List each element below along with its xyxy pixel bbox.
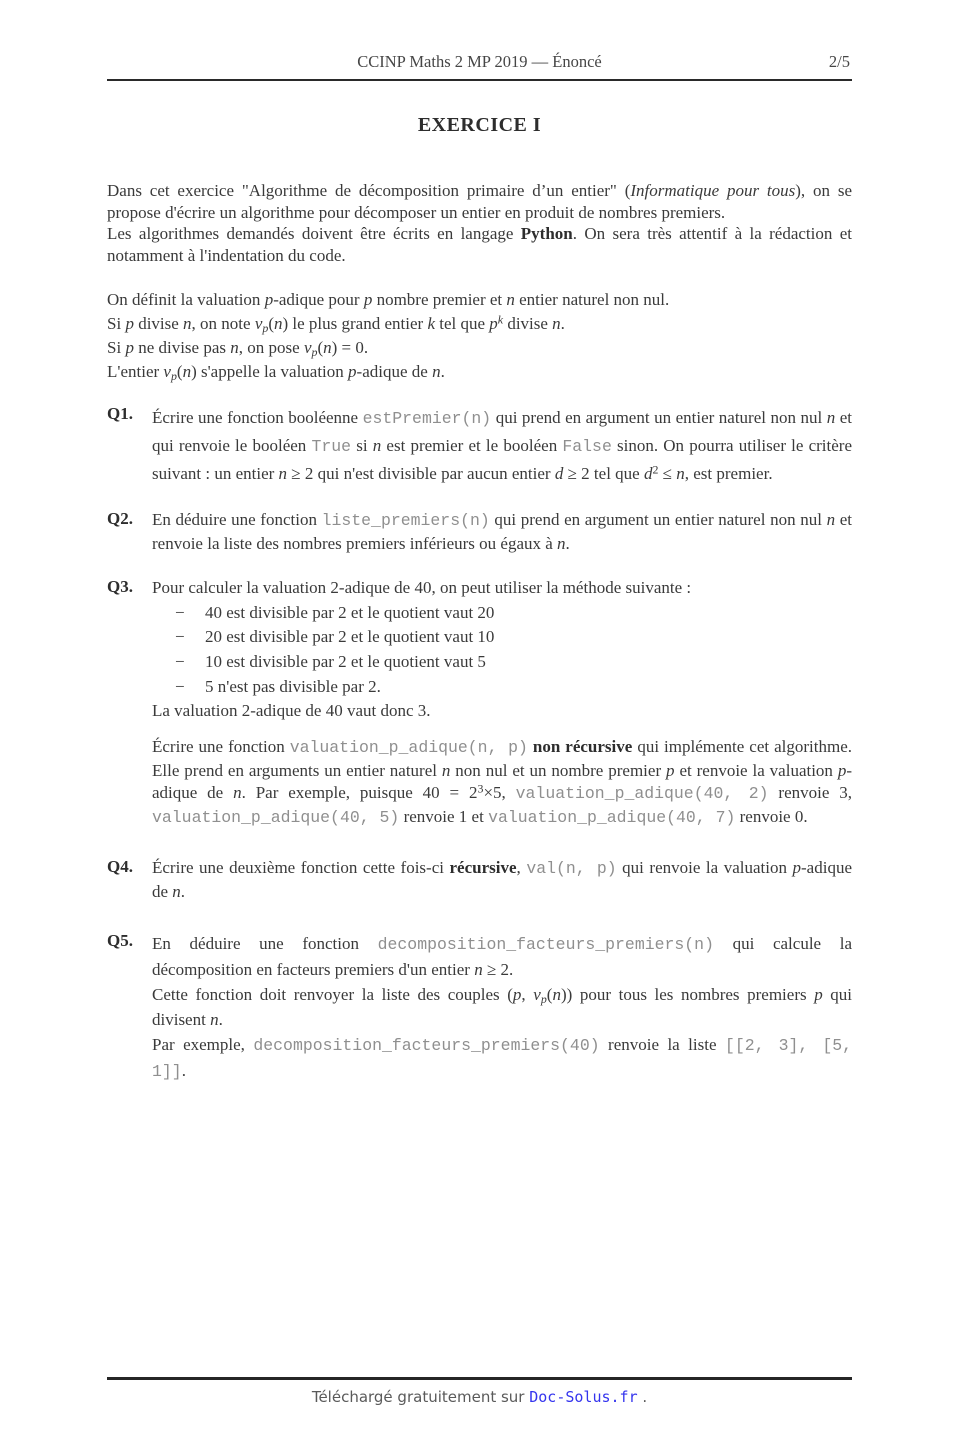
text-run: estPremier(n)	[362, 409, 492, 428]
text-run: .	[181, 1061, 186, 1081]
question-label: Q5.	[107, 931, 133, 951]
dash-bullet: −	[175, 627, 185, 647]
text-run: v	[303, 338, 312, 357]
dash-bullet: −	[175, 602, 185, 622]
text-run: En déduire une fonction	[152, 510, 322, 529]
text-run: renvoie la liste	[599, 1035, 725, 1055]
text-run: p	[170, 368, 177, 383]
text-run: ≥ 2.	[482, 960, 514, 980]
text-run: p	[264, 290, 274, 309]
text-run: qui calcule la décomposition en facteurs premiers d'un entier	[152, 934, 853, 980]
text-run: 5 n'est pas divisible par 2.	[205, 676, 381, 696]
text-run: non récursive	[532, 737, 633, 757]
text-run: renvoie 1 et	[399, 806, 489, 826]
question-q2	[107, 509, 852, 555]
text-run: Cette fonction doit renvoyer la liste des couples (	[152, 985, 513, 1005]
q3-function-paragraph	[152, 736, 852, 829]
text-run: p	[512, 985, 522, 1005]
text-run: n	[233, 783, 242, 803]
text-run: valuation_p_adique(40, 2)	[515, 784, 769, 804]
text-run: d	[643, 464, 653, 483]
text-run: n	[826, 408, 836, 427]
text-run: v	[163, 362, 171, 381]
text-run: p	[540, 992, 547, 1007]
text-run: (	[268, 314, 274, 333]
text-run: p	[814, 985, 823, 1005]
dash-bullet: −	[175, 652, 185, 672]
text-run: ×5,	[483, 783, 516, 803]
text-run: Écrire une fonction booléenne	[152, 408, 363, 427]
text-run: tel que	[434, 314, 490, 333]
text-run: ,	[516, 858, 527, 878]
q5-block-1	[152, 931, 852, 982]
text-run: récursive	[449, 858, 517, 878]
list-item	[152, 675, 852, 700]
text-run: . Par exemple, puisque 40 = 2	[241, 783, 478, 803]
text-run: Les algorithmes demandés doivent être écrits en langage	[107, 224, 521, 243]
text-run: n	[182, 362, 192, 381]
text-run: n	[474, 960, 483, 980]
text-run: -adique pour	[273, 290, 364, 309]
text-run: renvoie 0.	[735, 806, 808, 826]
text-run: n	[826, 510, 836, 529]
text-run: n	[676, 464, 685, 483]
text-run: si	[351, 436, 373, 455]
text-run: nombre premier et	[372, 290, 507, 309]
text-run: et qui renvoie le booléen	[152, 408, 852, 455]
text-run: , on note	[191, 314, 255, 333]
question-label: Q3.	[107, 577, 133, 596]
text-run: (	[317, 338, 324, 357]
text-run: n	[552, 985, 561, 1005]
text-run: n	[183, 314, 192, 333]
dash-bullet: −	[175, 676, 185, 696]
text-run: ) = 0.	[331, 338, 369, 357]
text-run: [[2, 3], [5, 1]]	[152, 1036, 852, 1082]
text-run: p	[489, 314, 498, 333]
text-run: -adique de	[152, 858, 852, 901]
text-run: qui implémente cet algorithme. Elle prend en arguments un entier naturel	[152, 737, 853, 780]
question-body	[152, 931, 852, 1084]
text-run: .	[560, 314, 565, 333]
question-label: Q1.	[107, 404, 133, 423]
text-run: p	[348, 362, 357, 381]
text-run: sinon. On pourra utiliser le critère suivant : un entier	[152, 436, 852, 483]
footer-rule	[107, 1377, 852, 1380]
footer-prefix: Téléchargé gratuitement sur	[311, 1388, 530, 1406]
text-run: p	[125, 314, 134, 333]
text-run: n	[172, 881, 181, 901]
valuation-line	[107, 288, 852, 312]
text-run: (	[176, 362, 183, 381]
question-body	[152, 857, 852, 903]
header-title: CCINP Maths 2 MP 2019 — Énoncé	[357, 52, 602, 71]
text-run: Par exemple,	[152, 1035, 254, 1055]
text-run: .	[180, 881, 186, 901]
text-run: Dans cet exercice "Algorithme de décomposition primaire d’un entier" (	[107, 181, 631, 200]
text-run: On définit la valuation	[107, 290, 265, 309]
valuation-line	[107, 312, 852, 336]
text-run: k	[427, 314, 435, 333]
text-run: v	[533, 985, 541, 1005]
exercise-title: EXERCICE I	[417, 114, 542, 136]
text-run: Informatique pour tous	[630, 181, 796, 200]
page-number: 2/5	[828, 52, 850, 71]
text-run: et renvoie la liste des nombres premiers inférieurs ou égaux à	[152, 510, 852, 553]
text-run: 20 est divisible par 2 et le quotient vaut 10	[205, 627, 495, 647]
text-run: n	[372, 436, 382, 455]
text-run: et renvoie la valuation	[674, 760, 838, 780]
text-run: n	[441, 760, 451, 780]
list-item-text	[205, 677, 381, 696]
text-run: ≤	[658, 464, 677, 483]
text-run: entier naturel non nul.	[514, 290, 670, 309]
text-run: . On sera très attentif à la rédaction et notamment à l'indentation du code.	[107, 224, 852, 265]
text-run: 40 est divisible par 2 et le quotient vaut 20	[205, 602, 495, 622]
text-run: qui renvoie la valuation	[616, 858, 793, 878]
question-q5	[107, 931, 852, 1084]
text-run: n	[557, 533, 566, 553]
list-item	[152, 625, 852, 650]
question-body	[152, 509, 852, 555]
text-run: En déduire une fonction	[152, 934, 378, 954]
text-run: p	[125, 338, 134, 357]
question-q3	[107, 577, 852, 829]
text-run: renvoie 3,	[768, 783, 853, 803]
q3-conclusion	[152, 700, 852, 723]
text-run: d	[554, 464, 564, 483]
text-run: Si	[107, 338, 126, 357]
text-run: 3	[477, 781, 484, 796]
text-run: .	[440, 362, 445, 381]
question-q4	[107, 857, 852, 903]
list-item	[152, 601, 852, 626]
text-run: Écrire une fonction	[152, 737, 290, 757]
valuation-line	[107, 360, 852, 384]
question-label: Q2.	[107, 509, 133, 528]
text-run: p	[666, 760, 675, 780]
question-body	[152, 404, 852, 487]
intro-paragraph-2	[107, 223, 852, 266]
text-run: n	[230, 338, 239, 357]
text-run: ≥ 2 tel que	[563, 464, 644, 483]
text-run: ), on se propose d'écrire un algorithme pour décomposer un entier en produit de nombres premiers.	[107, 181, 852, 222]
text-run: 10 est divisible par 2 et le quotient vaut 5	[205, 652, 486, 672]
doc-solus-link[interactable]: Doc-Solus.fr	[529, 1388, 638, 1406]
text-run: valuation_p_adique(40, 5)	[152, 807, 400, 827]
footer	[107, 1388, 852, 1406]
text-run: val(n, p)	[526, 859, 617, 879]
text-run: Si	[107, 314, 126, 333]
text-run: n	[552, 314, 561, 333]
list-item-text	[205, 603, 494, 622]
text-run: Écrire une deuxième fonction cette fois-ci	[152, 858, 450, 878]
text-run: est premier et le booléen	[381, 436, 563, 455]
text-run: k	[497, 312, 504, 327]
valuation-line	[107, 336, 852, 360]
text-run: n	[432, 362, 441, 381]
text-run: qui prend en argument un entier naturel non nul	[489, 510, 827, 529]
text-run: v	[254, 314, 263, 333]
text-run: False	[562, 437, 612, 456]
page-content	[107, 0, 852, 1084]
text-run: (	[546, 985, 553, 1005]
text-run: True	[311, 437, 352, 456]
q3-steps-list	[152, 601, 852, 700]
text-run: .	[218, 1010, 223, 1030]
text-run: valuation_p_adique(40, 7)	[488, 807, 736, 827]
text-run: -adique de	[356, 362, 433, 381]
text-run: La valuation 2-adique de 40 vaut donc 3.	[152, 700, 431, 720]
text-run: n	[323, 338, 332, 357]
text-run: ) s'appelle la valuation	[191, 362, 349, 381]
page-header	[107, 52, 852, 81]
valuation-definition-section	[107, 288, 852, 384]
text-run: p	[363, 290, 373, 309]
text-run: p	[792, 858, 802, 878]
text-run: n	[506, 290, 515, 309]
text-run: L'entier	[107, 362, 164, 381]
list-item-text	[205, 652, 486, 671]
text-run: , on pose	[238, 338, 304, 357]
text-run: n	[210, 1010, 219, 1030]
text-run: -adique de	[152, 760, 853, 803]
text-run: decomposition_facteurs_premiers(n)	[377, 935, 714, 955]
text-run: liste_premiers(n)	[321, 511, 490, 530]
text-run: decomposition_facteurs_premiers(40)	[253, 1036, 600, 1056]
text-run: ne divise pas	[133, 338, 231, 357]
text-run: non nul et un nombre premier	[450, 760, 667, 780]
text-run: p	[311, 344, 318, 359]
list-item	[152, 650, 852, 675]
question-body	[152, 577, 852, 829]
text-run: n	[274, 314, 283, 333]
text-run: , est premier.	[684, 464, 773, 483]
text-run: p	[262, 320, 269, 335]
text-run: qui prend en argument un entier naturel non nul	[491, 408, 827, 427]
text-run: )) pour tous les nombres premiers	[560, 985, 815, 1005]
text-run: p	[837, 760, 847, 780]
text-run: Python	[520, 224, 573, 243]
q3-method-intro	[152, 577, 852, 600]
footer-suffix: .	[637, 1388, 648, 1406]
text-run: n	[278, 464, 288, 483]
question-label: Q4.	[107, 857, 133, 877]
text-run: 2	[652, 462, 659, 477]
text-run: qui divisent	[152, 985, 852, 1030]
text-run: valuation_p_adique(n, p)	[289, 738, 528, 758]
question-q1	[107, 404, 852, 487]
text-run: ) le plus grand entier	[282, 314, 428, 333]
list-item-text	[205, 627, 494, 646]
text-run: divise	[503, 314, 553, 333]
q5-block-2	[152, 982, 852, 1032]
text-run: ≥ 2 qui n'est divisible par aucun entier	[287, 464, 555, 483]
intro-paragraph-1	[107, 180, 852, 223]
q5-block-3	[152, 1032, 852, 1084]
text-run: divise	[133, 314, 184, 333]
intro-section	[107, 180, 852, 266]
text-run: ,	[521, 985, 534, 1005]
text-run: .	[565, 533, 570, 553]
text-run: Pour calculer la valuation 2-adique de 40, on peut utiliser la méthode suivante :	[152, 578, 692, 597]
